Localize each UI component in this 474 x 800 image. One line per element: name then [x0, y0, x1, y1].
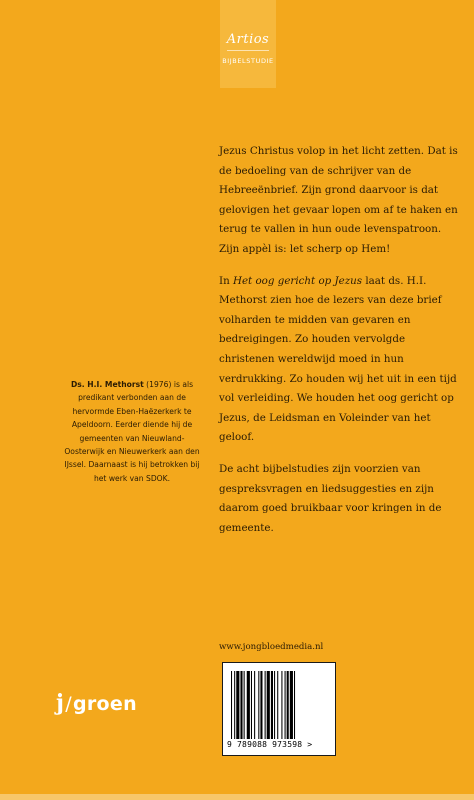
barcode-bar — [254, 671, 255, 739]
barcode-bar — [267, 671, 270, 739]
barcode-bar — [240, 671, 242, 739]
barcode-bar — [236, 671, 239, 739]
blurb-p2-rest: laat ds. H.I. Methorst zien hoe de lezers van deze brief volharden te midden van gevaren en bedreigingen. Zo houden vervolgde christenen wereldwijd moed in hun verdrukking. Zo houden wij het uit in een tijd vol verleiding. We houden het oog gericht op Jezus, de Leidsman en Voleinder van het geloof. — [219, 274, 457, 444]
barcode-bar — [244, 671, 245, 739]
author-bio-text: is als predikant verbonden aan de hervormde Eben-Haëzerkerk te Apeldoorn. Eerder diende hij de gemeenten van Nieuwland-Oosterwijk en Nieuwerkerk aan den IJssel. Daarnaast is hij betrokken bij het werk van SDOK. — [64, 380, 200, 483]
blurb-p2-prefix: In — [219, 274, 233, 287]
author-name: Ds. H.I. Methorst — [70, 380, 144, 389]
series-logo: Artios — [226, 32, 270, 47]
book-title: Het oog gericht op Jezus — [232, 274, 363, 287]
bottom-edge — [0, 794, 474, 800]
barcode-bar — [285, 671, 286, 739]
isbn-barcode — [222, 662, 336, 756]
barcode-bar — [290, 671, 293, 739]
barcode-bar — [281, 671, 282, 739]
barcode-bar — [265, 671, 266, 739]
publisher-mark: j — [56, 690, 65, 716]
publisher-slash: / — [65, 693, 72, 715]
series-label: BIJBELSTUDIE — [222, 57, 274, 65]
blurb-text — [219, 142, 459, 538]
barcode-bar — [274, 671, 275, 739]
barcode-bar — [234, 671, 235, 739]
barcode-bar — [287, 671, 289, 739]
publisher-website[interactable]: www.jongbloedmedia.nl — [219, 642, 324, 652]
barcode-bars — [231, 671, 327, 739]
barcode-bar — [271, 671, 273, 739]
barcode-bar — [294, 671, 295, 739]
author-bio — [64, 378, 200, 485]
blurb-paragraph-1: Jezus Christus volop in het licht zetten. Dat is de bedoeling van de schrijver van de Hebreeënbrief. Zijn grond daarvoor is dat gelovigen het gevaar lopen om af te haken en terug te vallen in hun oude levenspatroon. Zijn appèl is: let scherp op Hem! — [219, 145, 458, 255]
publisher-logo — [56, 690, 137, 716]
author-year: (1976) — [143, 380, 172, 389]
barcode-bar — [277, 671, 278, 739]
barcode-bar — [260, 671, 262, 739]
blurb-paragraph-2 — [219, 272, 459, 448]
blurb-paragraph-3: De acht bijbelstudies zijn voorzien van gespreksvragen en liedsuggesties en zijn daarom goed bruikbaar voor kringen in de gemeente. — [219, 462, 442, 534]
barcode-bar — [247, 671, 250, 739]
barcode-bar — [258, 671, 259, 739]
series-divider — [227, 50, 269, 51]
barcode-digits: 9 789088 973598 > — [227, 740, 313, 749]
publisher-name: groen — [72, 693, 137, 715]
series-tab — [220, 0, 276, 88]
barcode-bar — [231, 671, 232, 739]
barcode-bar — [251, 671, 252, 739]
